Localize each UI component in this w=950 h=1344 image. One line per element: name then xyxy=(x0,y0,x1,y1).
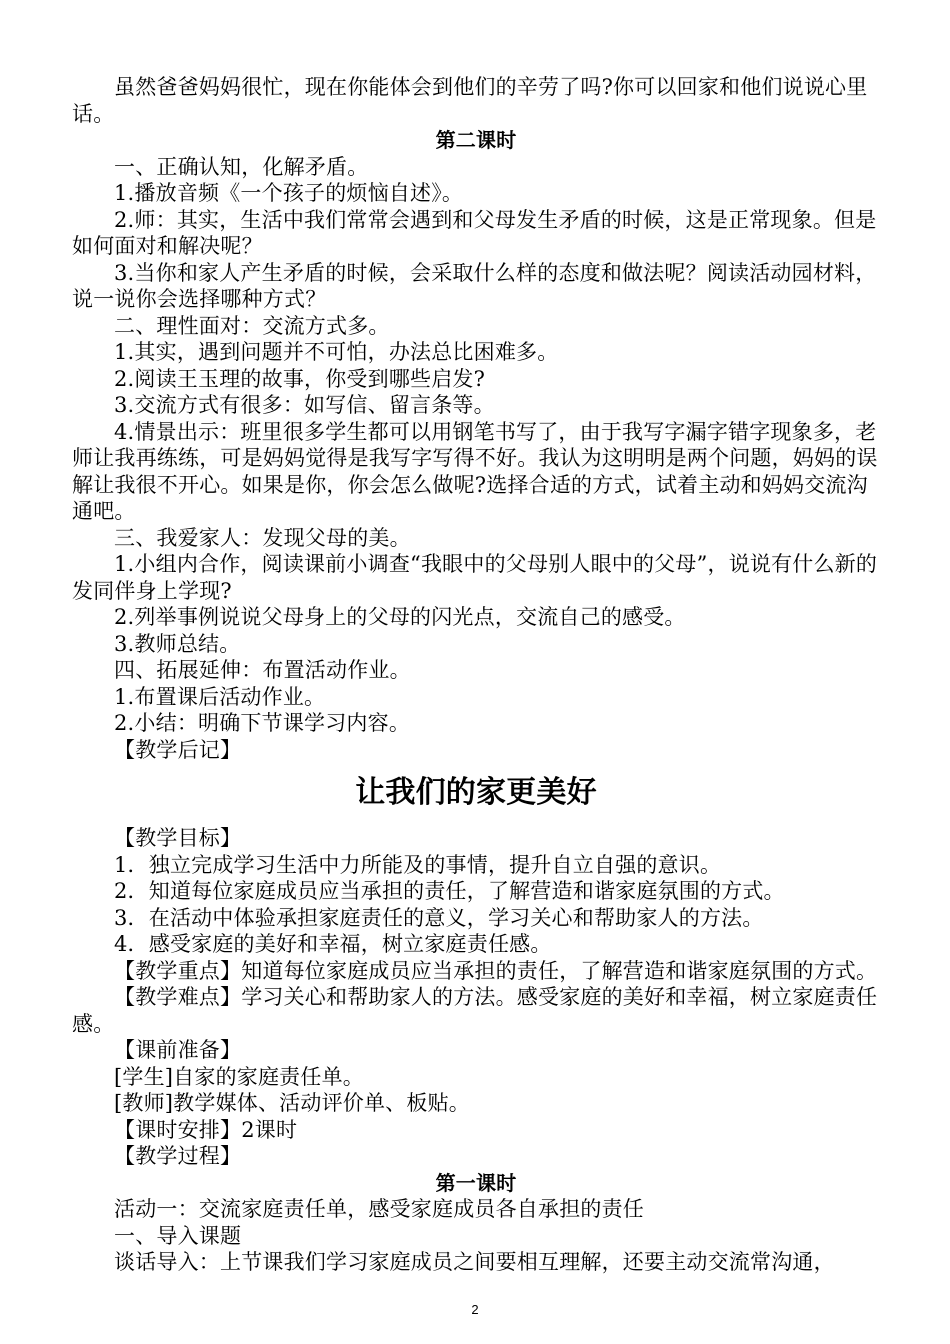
paragraph: 2．知道每位家庭成员应当承担的责任，了解营造和谐家庭氛围的方式。 xyxy=(114,879,785,903)
paragraph: 【教学目标】 xyxy=(114,826,242,850)
page-number: 2 xyxy=(471,1302,479,1317)
paragraph: 1.播放音频《一个孩子的烦恼自述》。 xyxy=(114,181,464,205)
paragraph: 二、理性面对：交流方式多。 xyxy=(114,313,390,338)
paragraph: 【教学过程】 xyxy=(114,1144,242,1168)
paragraph: 一、导入课题 xyxy=(114,1223,242,1248)
paragraph: [教师]教学媒体、活动评价单、板贴。 xyxy=(114,1091,470,1115)
paragraph: 活动一：交流家庭责任单，感受家庭成员各自承担的责任 xyxy=(114,1197,644,1221)
paragraph: 4.情景出示：班里很多学生都可以用钢笔书写了，由于我写字漏字错字现象多，老师让我再练练，可是妈妈觉得是我写字写得不好。我认为这明明是两个问题，妈妈的误解让我很不开心。如果是你，你会怎么做呢?选择合适的方式，试着主动和妈妈交流沟通吧。 xyxy=(72,419,878,523)
paragraph: 2.师：其实，生活中我们常常会遇到和父母发生矛盾的时候，这是正常现象。但是如何面对和解决呢？ xyxy=(72,207,877,258)
paragraph: 【教学难点】学习关心和帮助家人的方法。感受家庭的美好和幸福，树立家庭责任感。 xyxy=(72,985,878,1036)
lesson-title: 让我们的家更美好 xyxy=(355,775,597,810)
section-subheading: 第一课时 xyxy=(435,1170,517,1195)
paragraph: [学生]自家的家庭责任单。 xyxy=(114,1064,364,1089)
paragraph: 2.列举事例说说父母身上的父母的闪光点，交流自己的感受。 xyxy=(114,605,686,629)
paragraph: 3.当你和家人产生矛盾的时候，会采取什么样的态度和做法呢？阅读活动园材料，说一说你会选择哪种方式？ xyxy=(72,260,877,311)
paragraph: 2.阅读王玉理的故事，你受到哪些启发? xyxy=(114,366,486,391)
paragraph: 【教学重点】知道每位家庭成员应当承担的责任，了解营造和谐家庭氛围的方式。 xyxy=(114,958,878,983)
paragraph: 1.小组内合作，阅读课前小调查“我眼中的父母别人眼中的父母”，说说有什么新的发同伴身上学现? xyxy=(72,552,878,603)
paragraph: 一、正确认知，化解矛盾。 xyxy=(114,154,369,179)
paragraph: 【课前准备】 xyxy=(114,1038,242,1062)
paragraph: 1.其实，遇到问题并不可怕，办法总比困难多。 xyxy=(114,340,559,364)
paragraph: 谈话导入：上节课我们学习家庭成员之间要相互理解，还要主动交流常沟通， xyxy=(114,1250,835,1274)
paragraph: 四、拓展延伸：布置活动作业。 xyxy=(114,658,411,682)
paragraph: 【教学后记】 xyxy=(114,737,242,762)
paragraph: 3.交流方式有很多：如写信、留言条等。 xyxy=(114,393,495,417)
paragraph: 2.小结：明确下节课学习内容。 xyxy=(114,711,411,735)
paragraph: 3.教师总结。 xyxy=(114,631,241,656)
paragraph: 【课时安排】2课时 xyxy=(114,1117,298,1142)
paragraph: 1.布置课后活动作业。 xyxy=(114,684,326,709)
paragraph: 3．在活动中体验承担家庭责任的意义，学习关心和帮助家人的方法。 xyxy=(114,905,764,930)
paragraph: 4．感受家庭的美好和幸福，树立家庭责任感。 xyxy=(114,932,552,956)
paragraph: 虽然爸爸妈妈很忙，现在你能体会到他们的辛劳了吗?你可以回家和他们说说心里话。 xyxy=(72,75,868,126)
section-subheading: 第二课时 xyxy=(435,128,517,152)
paragraph: 1．独立完成学习生活中力所能及的事情，提升自立自强的意识。 xyxy=(114,852,722,877)
paragraph: 三、我爱家人：发现父母的美。 xyxy=(114,525,411,550)
document-page xyxy=(72,74,880,1276)
